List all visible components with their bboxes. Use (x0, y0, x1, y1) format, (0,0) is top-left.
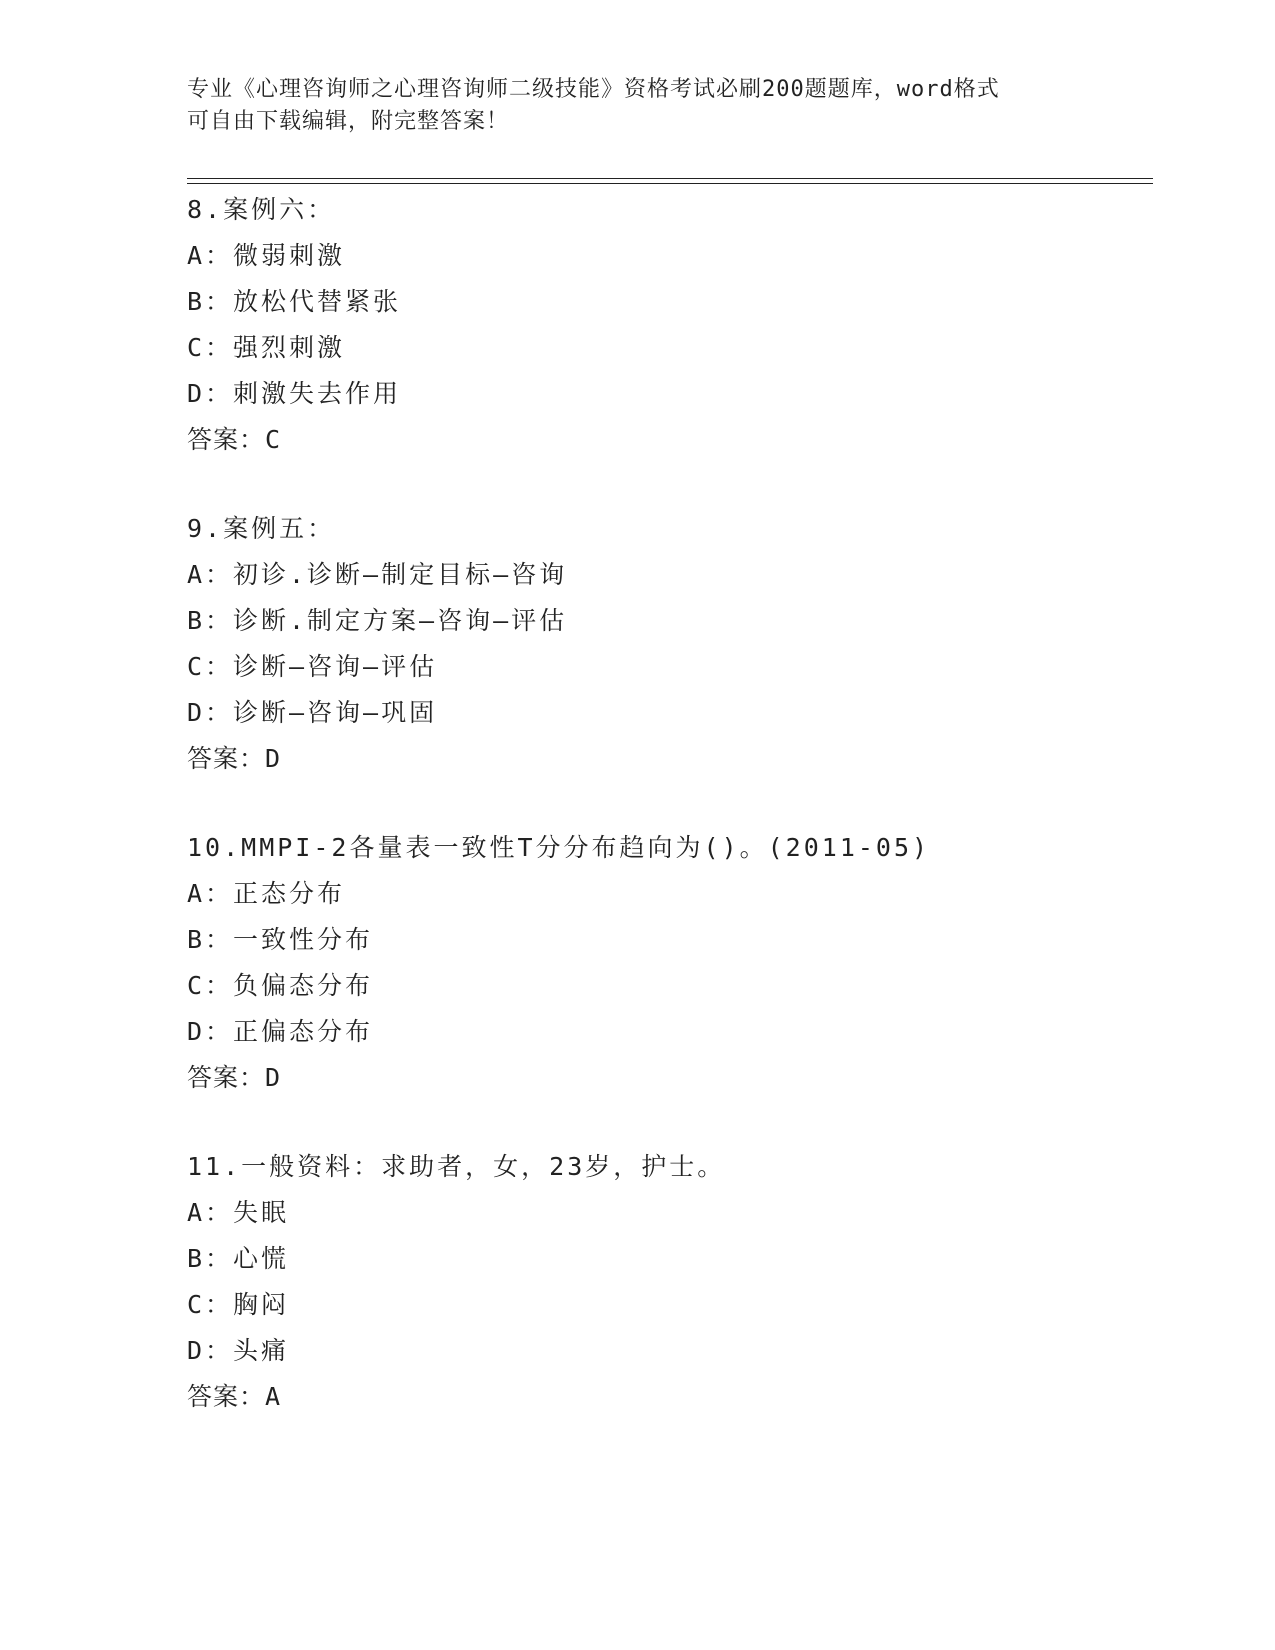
option-text: 放松代替紧张 (233, 287, 402, 316)
option-text: 心慌 (233, 1244, 290, 1273)
question-stem: 9.案例五： (187, 514, 336, 543)
option-text: 正偏态分布 (233, 1017, 374, 1046)
option-d (187, 1328, 1147, 1374)
option-text: 诊断.制定方案—咨询—评估 (233, 606, 568, 635)
option-key: D： (187, 1336, 234, 1365)
option-text: 强烈刺激 (233, 333, 346, 362)
answer-value: C (265, 425, 282, 454)
option-c (187, 325, 1147, 371)
option-text: 正态分布 (233, 879, 346, 908)
option-text: 头痛 (233, 1336, 290, 1365)
option-key: D： (187, 1017, 234, 1046)
option-a (187, 552, 1147, 598)
option-key: B： (187, 287, 234, 316)
option-key: D： (187, 698, 234, 727)
option-text: 失眠 (233, 1198, 290, 1227)
option-a (187, 233, 1147, 279)
option-d (187, 690, 1147, 736)
answer-value: A (265, 1382, 282, 1411)
answer-line (187, 417, 1147, 463)
option-key: B： (187, 925, 234, 954)
header-line-1: 专业《心理咨询师之心理咨询师二级技能》资格考试必刷200题题库，word格式 (187, 77, 1000, 102)
option-d (187, 371, 1147, 417)
option-key: B： (187, 606, 234, 635)
answer-label: 答案： (187, 1063, 266, 1092)
option-text: 刺激失去作用 (233, 379, 402, 408)
question-stem: 8.案例六： (187, 195, 336, 224)
option-b (187, 917, 1147, 963)
option-key: C： (187, 652, 234, 681)
option-key: C： (187, 971, 234, 1000)
option-key: A： (187, 879, 234, 908)
option-text: 诊断—咨询—巩固 (233, 698, 438, 727)
option-b (187, 598, 1147, 644)
question-stem: 10.MMPI-2各量表一致性T分分布趋向为()。(2011-05) (187, 833, 931, 862)
option-c (187, 644, 1147, 690)
answer-line (187, 1374, 1147, 1420)
header-line-2: 可自由下载编辑，附完整答案！ (187, 109, 510, 134)
option-key: C： (187, 333, 234, 362)
header-divider-bottom (187, 183, 1153, 184)
answer-line (187, 736, 1147, 782)
answer-label: 答案： (187, 1382, 266, 1411)
option-key: D： (187, 379, 234, 408)
option-text: 诊断—咨询—评估 (233, 652, 438, 681)
option-d (187, 1009, 1147, 1055)
option-text: 负偏态分布 (233, 971, 374, 1000)
answer-label: 答案： (187, 425, 266, 454)
option-text: 初诊.诊断—制定目标—咨询 (233, 560, 568, 589)
option-key: C： (187, 1290, 234, 1319)
option-key: A： (187, 560, 234, 589)
option-b (187, 279, 1147, 325)
question-block (187, 825, 1147, 1101)
option-a (187, 1190, 1147, 1236)
option-c (187, 963, 1147, 1009)
document-header (187, 74, 1087, 138)
answer-value: D (265, 1063, 282, 1092)
option-key: B： (187, 1244, 234, 1273)
option-text: 胸闷 (233, 1290, 290, 1319)
option-text: 微弱刺激 (233, 241, 346, 270)
answer-label: 答案： (187, 744, 266, 773)
question-stem: 11.一般资料：求助者，女，23岁，护士。 (187, 1152, 726, 1181)
option-text: 一致性分布 (233, 925, 374, 954)
question-block (187, 187, 1147, 463)
answer-value: D (265, 744, 282, 773)
option-key: A： (187, 1198, 234, 1227)
option-a (187, 871, 1147, 917)
answer-line (187, 1055, 1147, 1101)
option-c (187, 1282, 1147, 1328)
question-block (187, 1144, 1147, 1420)
question-block (187, 506, 1147, 782)
header-divider-top (187, 178, 1153, 179)
option-b (187, 1236, 1147, 1282)
option-key: A： (187, 241, 234, 270)
